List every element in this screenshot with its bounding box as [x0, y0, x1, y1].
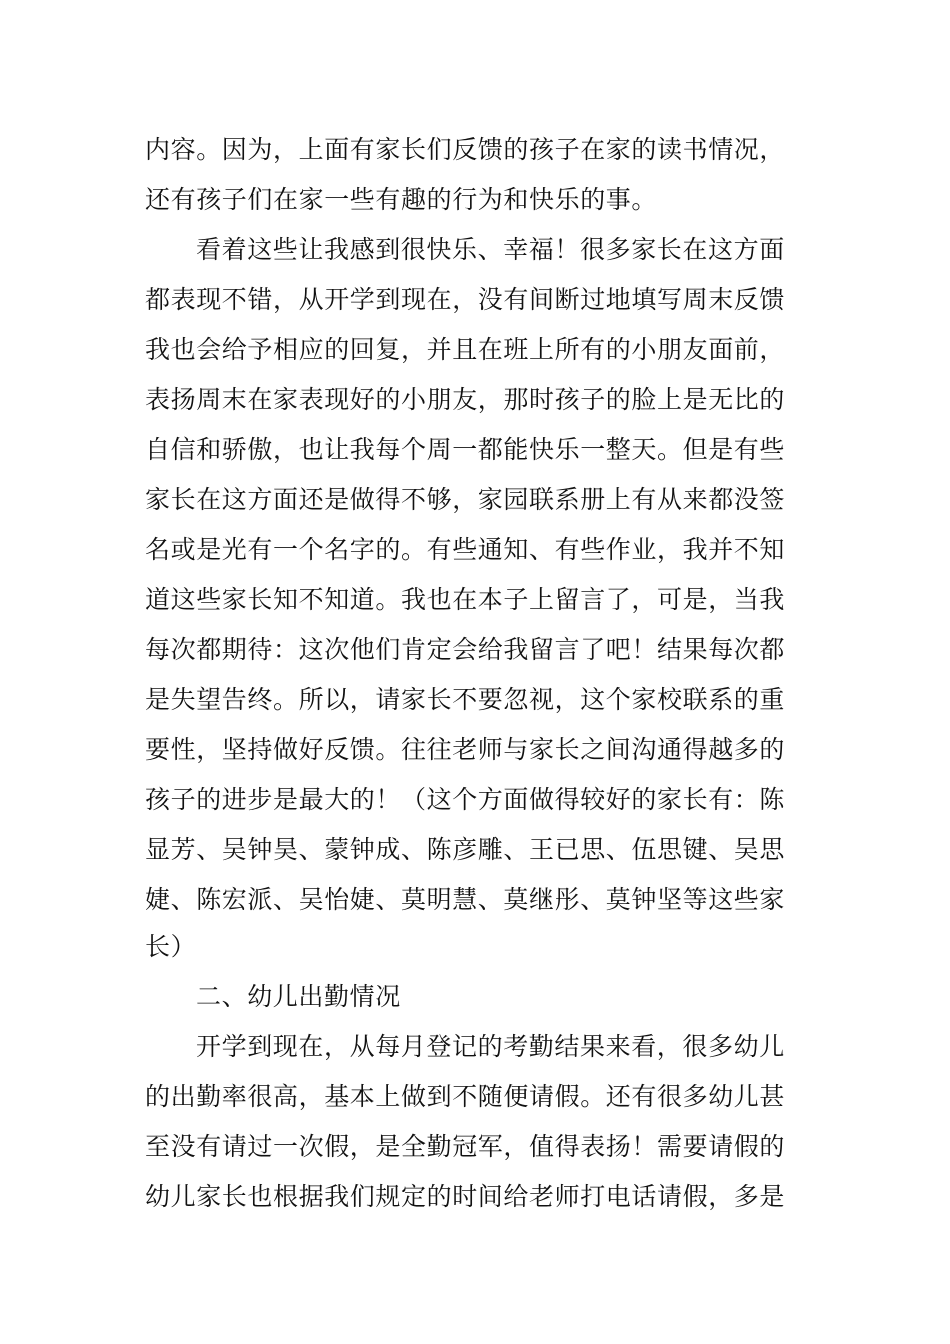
- paragraph-first-line: 看着这些让我感到很快乐、幸福！很多家长在这方面: [196, 235, 785, 264]
- text-line: 家长在这方面还是做得不够，家园联系册上有从来都没签: [145, 485, 786, 514]
- text-line: 要性，坚持做好反馈。往往老师与家长之间沟通得越多的: [145, 735, 786, 764]
- section-heading: 二、幼儿出勤情况: [196, 982, 401, 1011]
- text-line: 每次都期待：这次他们肯定会给我留言了吧！结果每次都: [145, 635, 786, 664]
- text-line: 内容。因为，上面有家长们反馈的孩子在家的读书情况，: [145, 135, 786, 164]
- text-line: 幼儿家长也根据我们规定的时间给老师打电话请假，多是: [145, 1182, 786, 1211]
- text-line: 还有孩子们在家一些有趣的行为和快乐的事。: [145, 185, 658, 214]
- text-line: 长）: [145, 932, 197, 961]
- text-line: 的出勤率很高，基本上做到不随便请假。还有很多幼儿甚: [145, 1082, 786, 1111]
- text-line: 道这些家长知不知道。我也在本子上留言了，可是，当我: [145, 585, 786, 614]
- text-line: 显芳、吴钟昊、蒙钟成、陈彦雕、王已思、伍思键、吴思: [145, 835, 786, 864]
- text-line: 孩子的进步是最大的！（这个方面做得较好的家长有：陈: [145, 785, 786, 814]
- text-line: 婕、陈宏派、吴怡婕、莫明慧、莫继彤、莫钟坚等这些家: [145, 885, 786, 914]
- text-line: 是失望告终。所以，请家长不要忽视，这个家校联系的重: [145, 685, 786, 714]
- text-line: 表扬周末在家表现好的小朋友，那时孩子的脸上是无比的: [145, 385, 786, 414]
- text-line: 至没有请过一次假，是全勤冠军，值得表扬！需要请假的: [145, 1132, 786, 1161]
- text-line: 名或是光有一个名字的。有些通知、有些作业，我并不知: [145, 535, 786, 564]
- text-line: 我也会给予相应的回复，并且在班上所有的小朋友面前，: [145, 335, 786, 364]
- paragraph-first-line: 开学到现在，从每月登记的考勤结果来看，很多幼儿: [196, 1032, 785, 1061]
- text-line: 自信和骄傲，也让我每个周一都能快乐一整天。但是有些: [145, 435, 786, 464]
- text-line: 都表现不错，从开学到现在，没有间断过地填写周末反馈: [145, 285, 786, 314]
